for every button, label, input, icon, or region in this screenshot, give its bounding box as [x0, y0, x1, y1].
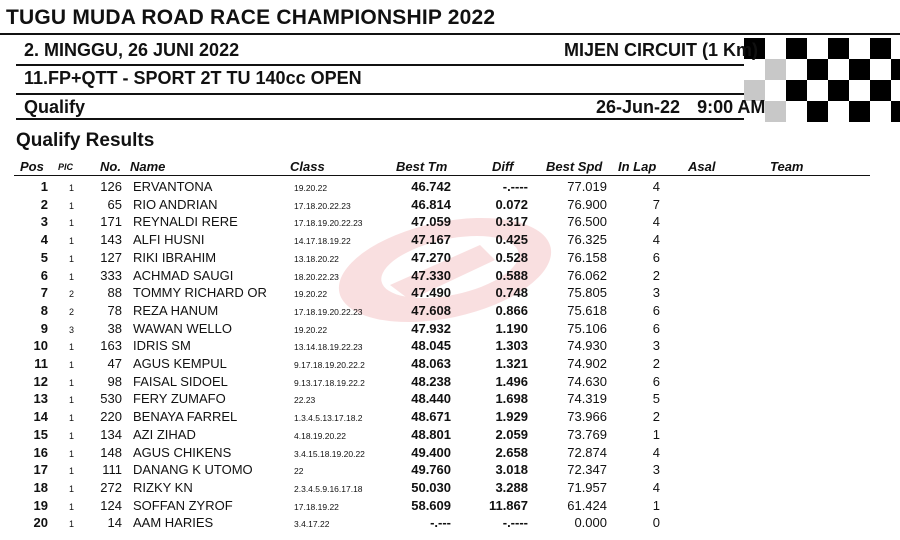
result-class: 3.4.15.18.19.20.22	[294, 448, 365, 459]
stamp-date: 26-Jun-22	[596, 97, 681, 117]
result-number: 124	[100, 497, 122, 513]
result-pos: 11	[34, 356, 48, 371]
result-name: RIZKY KN	[133, 479, 193, 495]
table-row	[0, 195, 900, 213]
result-name: RIKI IBRAHIM	[133, 249, 217, 265]
result-in-lap: 6	[652, 249, 660, 265]
result-diff: 0.425	[495, 232, 528, 248]
result-diff: 1.303	[495, 338, 528, 354]
result-class: 22.23	[294, 395, 316, 406]
result-pic: 1	[68, 253, 74, 264]
result-best-time: 47.059	[411, 214, 451, 230]
table-row	[0, 513, 900, 531]
session-stamp	[596, 97, 765, 118]
result-diff: 1.321	[495, 356, 528, 371]
result-number: 111	[102, 462, 122, 478]
result-number: 134	[100, 426, 122, 442]
result-class: 13.18.20.22	[294, 253, 339, 264]
result-class: 19.20.22	[294, 324, 328, 335]
result-pic: 1	[68, 413, 74, 424]
result-diff: 1.190	[495, 320, 528, 336]
result-pos: 4	[40, 232, 48, 248]
result-number: 333	[100, 267, 122, 283]
result-best-time: 47.167	[411, 232, 451, 248]
result-diff: 0.528	[495, 249, 528, 265]
result-class: 2.3.4.5.9.16.17.18	[294, 483, 363, 494]
result-diff: 2.059	[495, 426, 528, 442]
result-name: WAWAN WELLO	[133, 320, 232, 336]
result-number: 65	[107, 196, 122, 212]
column-header-pic: PIC	[58, 162, 74, 172]
result-number: 88	[107, 285, 122, 301]
result-pos: 17	[33, 462, 48, 478]
result-best-time: 47.490	[411, 285, 451, 301]
table-row	[0, 407, 900, 425]
table-row	[0, 212, 900, 230]
result-pic: 1	[68, 519, 74, 530]
header-rule	[16, 93, 800, 95]
table-row	[0, 230, 900, 248]
result-best-speed: 74.930	[567, 338, 607, 354]
result-pos: 19	[33, 497, 48, 513]
header-underline	[14, 175, 870, 176]
column-header-name: Name	[130, 159, 166, 174]
result-diff: 3.288	[495, 479, 528, 495]
result-class: 17.18.19.22	[294, 501, 339, 512]
result-number: 47	[107, 356, 122, 371]
column-header-speed: Best Spd	[546, 159, 603, 174]
session-type: Qualify	[24, 97, 86, 117]
result-name: AZI ZIHAD	[133, 426, 196, 442]
result-in-lap: 4	[652, 179, 660, 194]
result-name: FERY ZUMAFO	[133, 391, 226, 407]
result-pos: 9	[40, 320, 48, 336]
result-in-lap: 6	[652, 320, 660, 336]
result-in-lap: 6	[652, 373, 660, 389]
result-best-speed: 73.769	[567, 426, 607, 442]
result-number: 220	[100, 409, 122, 425]
result-best-time: 47.270	[411, 249, 451, 265]
result-number: 126	[100, 179, 122, 194]
result-pic: 1	[68, 183, 74, 193]
result-pos: 12	[33, 373, 48, 389]
result-diff: 1.698	[495, 391, 528, 407]
result-pos: 14	[33, 409, 48, 425]
table-row	[0, 478, 900, 496]
result-best-time: 48.238	[411, 373, 451, 389]
circuit-name: MIJEN CIRCUIT (1 Km)	[564, 40, 759, 60]
result-best-time: 48.440	[411, 391, 451, 407]
result-name: BENAYA FARREL	[133, 409, 238, 425]
result-diff: 11.867	[488, 497, 528, 513]
result-best-time: 47.330	[411, 267, 451, 283]
result-pos: 6	[40, 267, 48, 283]
result-pic: 1	[68, 448, 74, 459]
result-class: 13.14.18.19.22.23	[294, 342, 363, 353]
result-pos: 8	[40, 302, 48, 318]
result-number: 272	[100, 479, 122, 495]
result-diff: 0.748	[495, 285, 528, 301]
table-row	[0, 496, 900, 514]
event-title: TUGU MUDA ROAD RACE CHAMPIONSHIP 2022	[6, 6, 496, 29]
result-best-speed: 61.424	[567, 497, 607, 513]
result-diff: -.----	[502, 179, 528, 194]
result-name: ALFI HUSNI	[133, 232, 205, 248]
result-in-lap: 2	[652, 356, 660, 371]
event-date: 2. MINGGU, 26 JUNI 2022	[24, 40, 240, 60]
result-pic: 1	[68, 501, 74, 512]
result-class: 19.20.22	[294, 183, 328, 193]
result-best-time: 49.760	[411, 462, 451, 478]
session-name: 11.FP+QTT - SPORT 2T TU 140cc OPEN	[24, 68, 362, 88]
header-rule	[16, 118, 800, 120]
result-in-lap: 2	[652, 267, 660, 283]
result-best-speed: 74.630	[567, 373, 607, 389]
result-number: 143	[100, 232, 122, 248]
result-best-speed: 76.325	[567, 232, 607, 248]
result-pos: 1	[40, 179, 48, 194]
result-best-time: 48.063	[411, 356, 451, 371]
result-number: 530	[100, 391, 122, 407]
result-number: 78	[107, 302, 122, 318]
result-number: 38	[107, 320, 122, 336]
result-diff: 0.072	[495, 196, 528, 212]
result-pic: 1	[68, 271, 74, 282]
result-name: DANANG K UTOMO	[133, 462, 253, 478]
result-pic: 1	[68, 395, 74, 406]
result-name: AGUS CHIKENS	[133, 444, 232, 460]
result-pos: 18	[33, 479, 48, 495]
checkered-flag-icon	[744, 38, 900, 122]
result-best-time: 48.671	[411, 409, 451, 425]
result-diff: -.----	[502, 515, 528, 531]
result-class: 3.4.17.22	[294, 519, 330, 530]
result-best-speed: 71.957	[567, 479, 607, 495]
result-number: 127	[100, 249, 122, 265]
result-class: 17.18.20.22.23	[294, 200, 351, 211]
result-pic: 2	[68, 306, 74, 317]
result-in-lap: 1	[652, 426, 660, 442]
result-name: ACHMAD SAUGI	[133, 267, 234, 283]
result-number: 163	[100, 338, 122, 354]
result-best-speed: 0.000	[574, 515, 607, 531]
result-diff: 1.929	[495, 409, 528, 425]
column-header-asal: Asal	[688, 159, 716, 174]
result-in-lap: 5	[652, 391, 660, 407]
result-class: 9.13.17.18.19.22.2	[294, 377, 365, 388]
result-best-time: 46.742	[411, 179, 451, 194]
result-class: 1.3.4.5.13.17.18.2	[294, 413, 363, 424]
table-row	[0, 425, 900, 443]
result-class: 17.18.19.20.22.23	[294, 306, 363, 317]
result-pos: 16	[33, 444, 48, 460]
stamp-time: 9:00 AM	[697, 97, 766, 117]
result-name: SOFFAN ZYROF	[133, 497, 233, 513]
table-row	[0, 443, 900, 461]
result-pic: 1	[68, 466, 74, 477]
result-in-lap: 3	[652, 338, 660, 354]
table-row	[0, 301, 900, 319]
column-header-no: No.	[100, 159, 121, 174]
result-best-speed: 72.347	[567, 462, 607, 478]
result-name: REYNALDI RERE	[133, 214, 238, 230]
result-best-time: 50.030	[411, 479, 451, 495]
table-row	[0, 248, 900, 266]
result-in-lap: 6	[652, 302, 660, 318]
result-class: 14.17.18.19.22	[294, 236, 351, 247]
result-in-lap: 2	[652, 409, 660, 425]
result-pos: 2	[40, 196, 48, 212]
table-row	[0, 266, 900, 284]
result-in-lap: 7	[652, 196, 660, 212]
result-pos: 5	[40, 249, 48, 265]
column-header-lap: In Lap	[618, 159, 657, 174]
result-in-lap: 4	[652, 444, 660, 460]
result-best-time: 48.801	[411, 426, 451, 442]
result-best-speed: 74.319	[567, 391, 607, 407]
column-header-diff: Diff	[492, 159, 514, 174]
result-name: IDRIS SM	[133, 338, 191, 354]
result-best-time: 58.609	[411, 497, 451, 513]
result-number: 14	[107, 515, 122, 531]
result-pic: 1	[68, 200, 74, 211]
result-in-lap: 0	[652, 515, 660, 531]
result-pic: 1	[68, 483, 74, 494]
result-class: 18.20.22.23	[294, 271, 339, 282]
table-row	[0, 319, 900, 337]
result-pic: 3	[68, 324, 74, 335]
result-class: 22	[294, 466, 304, 477]
result-number: 171	[100, 214, 122, 230]
result-best-speed: 76.158	[567, 249, 607, 265]
result-in-lap: 4	[652, 479, 660, 495]
table-row	[0, 336, 900, 354]
column-header-pos: Pos	[20, 159, 44, 174]
table-row	[0, 460, 900, 478]
result-best-time: 47.608	[411, 302, 451, 318]
result-name: REZA HANUM	[133, 302, 219, 318]
result-name: AAM HARIES	[133, 515, 214, 531]
result-class: 9.17.18.19.20.22.2	[294, 360, 365, 370]
result-best-time: 47.932	[411, 320, 451, 336]
title-rule	[0, 33, 900, 35]
column-header-class: Class	[290, 159, 325, 174]
result-pos: 10	[33, 338, 48, 354]
result-pos: 20	[33, 515, 48, 531]
result-diff: 0.866	[495, 302, 528, 318]
result-number: 148	[100, 444, 122, 460]
table-row	[0, 283, 900, 301]
result-pos: 13	[33, 391, 48, 407]
result-diff: 0.317	[495, 214, 528, 230]
result-best-time: 46.814	[411, 196, 451, 212]
result-name: FAISAL SIDOEL	[133, 373, 228, 389]
result-pic: 1	[68, 430, 74, 441]
result-in-lap: 4	[652, 232, 660, 248]
result-best-speed: 75.805	[567, 285, 607, 301]
result-class: 4.18.19.20.22	[294, 430, 346, 441]
results-title: Qualify Results	[16, 130, 155, 151]
header-rule	[16, 64, 800, 66]
result-best-time: 48.045	[411, 338, 451, 354]
result-best-speed: 74.902	[567, 356, 607, 371]
result-pic: 1	[68, 236, 74, 247]
result-name: AGUS KEMPUL	[133, 356, 227, 371]
result-name: TOMMY RICHARD OR	[133, 285, 267, 301]
table-row	[0, 177, 900, 195]
result-pic: 1	[68, 218, 74, 229]
result-pic: 1	[68, 360, 74, 370]
table-row	[0, 354, 900, 372]
result-diff: 2.658	[495, 444, 528, 460]
result-best-speed: 76.900	[567, 196, 607, 212]
result-diff: 3.018	[495, 462, 528, 478]
table-row	[0, 389, 900, 407]
result-class: 17.18.19.20.22.23	[294, 218, 363, 229]
result-best-speed: 75.618	[567, 302, 607, 318]
result-best-time: -.---	[430, 515, 451, 531]
result-best-speed: 76.062	[567, 267, 607, 283]
result-pic: 1	[68, 342, 74, 353]
result-best-speed: 76.500	[567, 214, 607, 230]
result-pic: 1	[68, 377, 74, 388]
result-diff: 0.588	[495, 267, 528, 283]
result-diff: 1.496	[495, 373, 528, 389]
result-best-time: 49.400	[411, 444, 451, 460]
result-in-lap: 3	[652, 462, 660, 478]
result-pos: 7	[40, 285, 48, 301]
column-header-team: Team	[770, 159, 804, 174]
result-name: RIO ANDRIAN	[133, 196, 218, 212]
result-pos: 3	[40, 214, 48, 230]
result-pos: 15	[33, 426, 48, 442]
result-in-lap: 3	[652, 285, 660, 301]
result-best-speed: 72.874	[567, 444, 607, 460]
column-header-best: Best Tm	[396, 159, 448, 174]
result-best-speed: 77.019	[567, 179, 607, 194]
result-in-lap: 4	[652, 214, 660, 230]
result-name: ERVANTONA	[133, 179, 213, 194]
result-class: 19.20.22	[294, 289, 328, 300]
result-best-speed: 73.966	[567, 409, 607, 425]
result-in-lap: 1	[652, 497, 660, 513]
result-best-speed: 75.106	[567, 320, 607, 336]
table-row	[0, 372, 900, 390]
result-pic: 2	[68, 289, 74, 300]
result-number: 98	[107, 373, 122, 389]
